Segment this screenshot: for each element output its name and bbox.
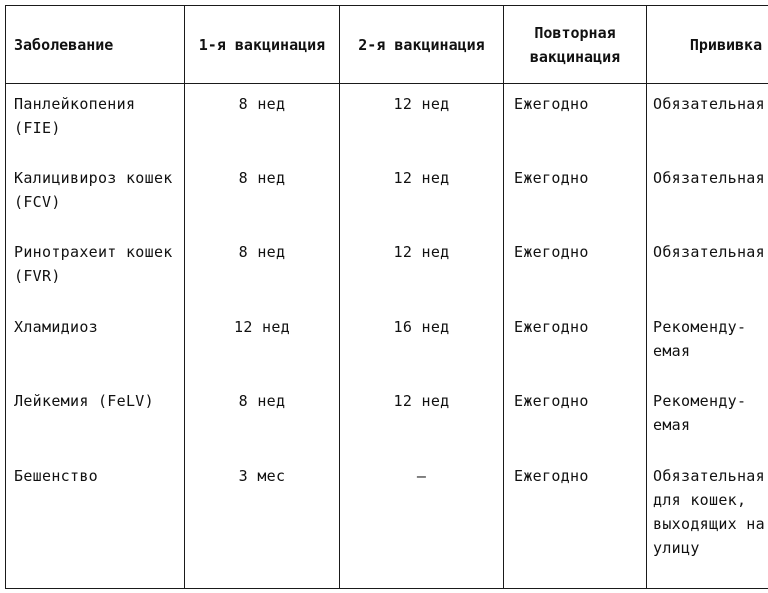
second-vaccination-cell — [340, 158, 504, 232]
vaccination-status-cell — [647, 456, 768, 589]
disease-text: Ринотрахеит кошек (FVR) — [14, 243, 173, 286]
first-vaccination-text: 8 нед — [238, 392, 286, 411]
disease-cell — [6, 158, 185, 232]
header-first-vaccination: 1-я вакцинация — [185, 6, 340, 84]
first-vaccination-cell — [185, 232, 340, 306]
vaccination-status-text: Рекоменду- емая — [653, 317, 747, 360]
header-disease: Заболевание — [6, 6, 185, 84]
vaccination-status-text: Обязательная — [653, 95, 765, 113]
vaccination-status-text: Обязательная — [653, 243, 765, 262]
revaccination-cell — [504, 381, 647, 455]
revaccination-cell — [504, 158, 647, 232]
disease-text: Хламидиоз — [14, 317, 98, 336]
first-vaccination-text: 8 нед — [238, 95, 286, 113]
vaccination-status-cell — [647, 232, 768, 306]
vaccination-status-cell — [647, 158, 768, 232]
second-vaccination-cell — [340, 232, 504, 306]
table-row — [6, 381, 768, 455]
revaccination-cell — [504, 456, 647, 589]
first-vaccination-cell — [185, 307, 340, 381]
first-vaccination-text: 12 нед — [234, 317, 290, 336]
disease-cell — [6, 307, 185, 381]
first-vaccination-text: 8 нед — [238, 168, 286, 187]
second-vaccination-text: — — [416, 466, 427, 485]
table-row — [6, 456, 768, 589]
header-second-vaccination: 2-я вакцинация — [340, 6, 504, 84]
revaccination-text: Ежегодно — [514, 168, 589, 187]
disease-text: Калицивироз кошек (FCV) — [14, 168, 173, 211]
disease-cell — [6, 232, 185, 306]
revaccination-text: Ежегодно — [514, 243, 589, 262]
header-revaccination: Повторная вакцинация — [504, 6, 647, 84]
vaccination-status-text: Обязательная для кошек, выходящих на улицу — [653, 466, 765, 557]
revaccination-text: Ежегодно — [514, 392, 589, 411]
second-vaccination-cell — [340, 84, 504, 158]
revaccination-cell — [504, 84, 647, 158]
disease-cell — [6, 84, 185, 158]
table-header-row — [6, 6, 768, 84]
first-vaccination-cell — [185, 381, 340, 455]
vaccination-status-cell — [647, 307, 768, 381]
table-row — [6, 307, 768, 381]
table-row — [6, 158, 768, 232]
disease-text: Панлейкопения (FIE) — [14, 95, 136, 137]
header-vaccination-status: Прививка — [647, 6, 768, 84]
first-vaccination-cell — [185, 456, 340, 589]
second-vaccination-cell — [340, 456, 504, 589]
second-vaccination-text: 12 нед — [393, 168, 450, 187]
vaccination-status-cell — [647, 381, 768, 455]
revaccination-text: Ежегодно — [514, 95, 589, 113]
first-vaccination-cell — [185, 158, 340, 232]
vaccination-schedule-table — [5, 5, 768, 589]
second-vaccination-text: 12 нед — [393, 392, 450, 411]
revaccination-text: Ежегодно — [514, 466, 589, 485]
second-vaccination-text: 12 нед — [393, 243, 450, 262]
second-vaccination-cell — [340, 307, 504, 381]
second-vaccination-cell — [340, 381, 504, 455]
second-vaccination-text: 16 нед — [393, 317, 450, 336]
revaccination-cell — [504, 307, 647, 381]
first-vaccination-text: 3 мес — [238, 466, 286, 485]
first-vaccination-cell — [185, 84, 340, 158]
vaccination-status-cell — [647, 84, 768, 158]
table-row — [6, 232, 768, 306]
vaccination-status-text: Обязательная — [653, 168, 765, 187]
disease-text: Лейкемия (FeLV) — [14, 392, 154, 411]
disease-text: Бешенство — [14, 466, 98, 485]
revaccination-cell — [504, 232, 647, 306]
second-vaccination-text: 12 нед — [393, 95, 450, 113]
vaccination-status-text: Рекоменду- емая — [653, 392, 747, 435]
disease-cell — [6, 456, 185, 589]
disease-cell — [6, 381, 185, 455]
first-vaccination-text: 8 нед — [238, 243, 286, 262]
table-row — [6, 84, 768, 158]
revaccination-text: Ежегодно — [514, 317, 589, 336]
